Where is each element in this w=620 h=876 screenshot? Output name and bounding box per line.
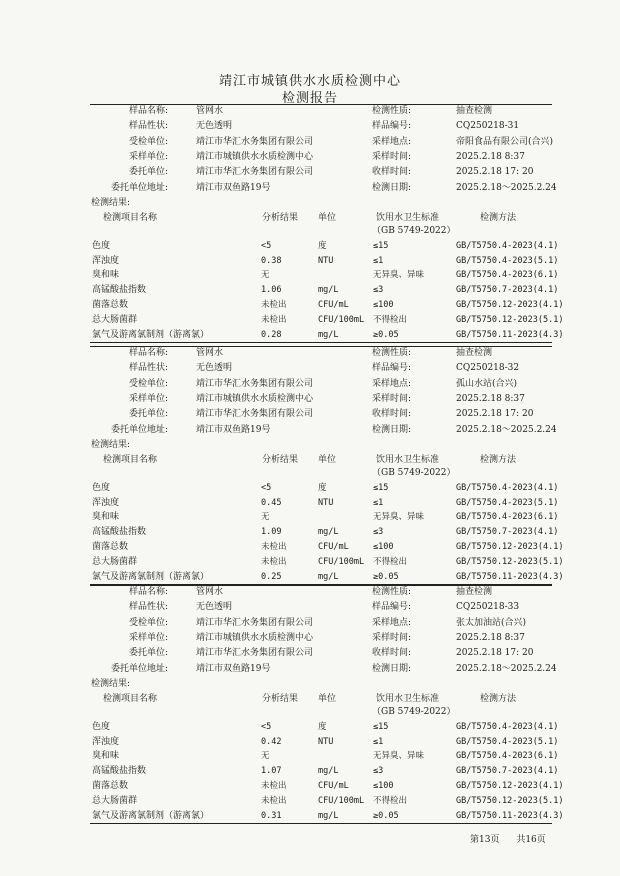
result-method: GB/T5750.12-2023(4.1) [456,542,564,552]
field-value-sampling-site: 张太加油站(合兴) [456,617,527,628]
field-value-receipt-time: 2025.2.18 17: 20 [456,409,534,420]
field-value-sample-name: 管网水 [196,348,224,358]
result-standard: 无异臭、异味 [373,751,425,762]
result-unit: CFU/100mL [318,556,365,567]
result-unit: 度 [318,482,327,493]
field-value-sampling-site: 帝阳食品有限公司(合兴) [456,136,554,147]
result-value: <5 [261,482,272,493]
field-label-inspected-unit: 受检单位: [128,136,168,147]
divider-line [90,342,552,343]
result-unit: 度 [318,721,327,732]
org-title: 靖江市城镇供水水质检测中心 [218,74,401,89]
field-label-inspected-unit: 受检单位: [128,617,168,628]
result-item: 菌落总数 [92,300,129,310]
col-header-item: 检测项目名称 [103,212,158,223]
field-value-client-address: 靖江市双鱼路19号 [196,182,271,193]
result-value: 未检出 [261,542,287,552]
result-unit: mg/L [318,571,339,582]
field-label-sample-name: 样品名称: [128,106,168,116]
result-standard: ≤15 [373,240,389,251]
field-value-inspected-unit: 靖江市华汇水务集团有限公司 [196,136,314,147]
col-header-standard: 饮用水卫生标准 [376,212,440,223]
result-method: GB/T5750.12-2023(4.1) [456,300,564,310]
field-value-client-unit: 靖江市华汇水务集团有限公司 [196,167,314,178]
result-unit: 度 [318,240,327,251]
field-label-receipt-time: 收样时间: [372,409,412,420]
divider-line [90,104,552,105]
field-value-sampling-unit: 靖江市城镇供水水质检测中心 [196,632,314,643]
result-method: GB/T5750.12-2023(5.1) [456,556,564,567]
result-unit: NTU [318,497,334,508]
col-header-result: 分析结果 [262,454,299,465]
result-value: 无 [261,270,270,281]
col-header-standard-sub: （GB 5749-2022） [372,225,456,236]
field-label-test-nature: 检测性质: [372,348,412,358]
field-value-sample-name: 管网水 [196,106,224,116]
col-header-unit: 单位 [318,212,337,223]
field-value-sampling-time: 2025.2.18 8:37 [456,632,525,643]
result-standard: 无异臭、异味 [373,270,425,281]
result-item: 浑浊度 [92,497,120,508]
result-standard: ≤1 [373,497,384,508]
field-value-sampling-time: 2025.2.18 8:37 [456,393,525,404]
result-standard: ≤1 [373,736,384,747]
result-item: 高锰酸盐指数 [92,285,147,296]
result-unit: NTU [318,255,334,266]
result-method: GB/T5750.4-2023(5.1) [456,497,559,508]
result-item: 臭和味 [92,751,120,762]
field-label-sampling-site: 采样地点: [372,617,412,628]
result-method: GB/T5750.11-2023(4.3) [456,810,564,821]
result-item: 色度 [92,721,111,732]
field-label-sampling-unit: 采样单位: [128,632,168,643]
field-label-client-unit: 委托单位: [128,409,168,420]
field-label-sampling-unit: 采样单位: [128,151,168,162]
field-value-client-address: 靖江市双鱼路19号 [196,424,271,435]
result-item: 色度 [92,240,111,251]
field-value-sampling-unit: 靖江市城镇供水水质检测中心 [196,393,314,404]
page-total: 共16页 [516,835,546,845]
field-label-client-address: 委托单位地址: [110,663,168,674]
result-standard: ≤3 [373,285,384,296]
field-label-client-unit: 委托单位: [128,167,168,178]
col-header-standard-sub: （GB 5749-2022） [372,467,456,478]
col-header-method: 检测方法 [480,212,517,223]
result-method: GB/T5750.4-2023(6.1) [456,751,559,762]
col-header-result: 分析结果 [262,212,299,223]
field-value-test-nature: 抽查检测 [456,348,493,358]
results-heading: 检测结果: [91,197,131,208]
result-method: GB/T5750.12-2023(5.1) [456,795,564,806]
field-value-receipt-time: 2025.2.18 17: 20 [456,167,534,178]
field-label-test-date: 检测日期: [372,424,412,435]
field-value-sample-character: 无色透明 [196,363,233,374]
col-header-item: 检测项目名称 [103,454,158,465]
col-header-item: 检测项目名称 [103,693,158,704]
field-label-sample-character: 样品性状: [128,121,168,132]
result-value: <5 [261,721,272,732]
result-value: 1.06 [261,285,282,296]
field-value-receipt-time: 2025.2.18 17: 20 [456,648,534,659]
field-value-sample-name: 管网水 [196,587,224,597]
result-standard: 无异臭、异味 [373,512,425,523]
result-value: 未检出 [261,314,287,325]
field-label-receipt-time: 收样时间: [372,648,412,659]
field-label-client-unit: 委托单位: [128,648,168,659]
result-value: 未检出 [261,300,287,310]
result-standard: ≤1 [373,255,384,266]
result-value: 0.31 [261,810,282,821]
results-heading: 检测结果: [91,678,131,689]
field-value-test-date: 2025.2.18～2025.2.24 [456,424,557,435]
result-unit: NTU [318,736,334,747]
field-label-sampling-time: 采样时间: [372,393,412,404]
col-header-standard-sub: （GB 5749-2022） [372,706,456,717]
result-method: GB/T5750.4-2023(5.1) [456,255,559,266]
result-method: GB/T5750.4-2023(4.1) [456,482,559,493]
result-value: 无 [261,512,270,523]
result-value: 0.28 [261,329,282,340]
result-item: 菌落总数 [92,542,129,552]
field-label-client-address: 委托单位地址: [110,182,168,193]
result-value: 未检出 [261,781,287,791]
field-value-sampling-unit: 靖江市城镇供水水质检测中心 [196,151,314,162]
field-label-test-nature: 检测性质: [372,587,412,597]
result-value: 0.42 [261,736,282,747]
divider-line [90,823,552,824]
page-number: 第13页 [470,835,500,845]
field-value-test-date: 2025.2.18～2025.2.24 [456,663,557,674]
result-value: 0.38 [261,255,282,266]
result-unit: mg/L [318,810,339,821]
field-value-test-nature: 抽查检测 [456,106,493,116]
result-item: 氯气及游离氯制剂（游离氯） [92,810,210,821]
field-label-test-nature: 检测性质: [372,106,412,116]
field-value-sampling-time: 2025.2.18 8:37 [456,151,525,162]
result-item: 浑浊度 [92,255,120,266]
result-item: 臭和味 [92,512,120,523]
field-label-sampling-time: 采样时间: [372,632,412,643]
result-item: 色度 [92,482,111,493]
field-label-sampling-site: 采样地点: [372,136,412,147]
result-standard: ≥0.05 [373,810,399,821]
field-value-sampling-site: 孤山水站(合兴) [456,378,518,389]
result-standard: 不得检出 [373,314,408,325]
result-standard: ≤3 [373,527,384,538]
page-footer [470,832,560,845]
result-method: GB/T5750.12-2023(5.1) [456,314,564,325]
field-label-sample-no: 样品编号: [372,121,412,132]
result-item: 氯气及游离氯制剂（游离氯） [92,571,210,582]
result-value: <5 [261,240,272,251]
result-method: GB/T5750.7-2023(4.1) [456,285,559,296]
field-value-sample-no: CQ250218-33 [456,602,520,613]
result-standard: ≤15 [373,482,389,493]
result-method: GB/T5750.4-2023(4.1) [456,240,559,251]
field-label-sample-no: 样品编号: [372,602,412,613]
result-method: GB/T5750.11-2023(4.3) [456,329,564,340]
result-unit: CFU/mL [318,781,349,791]
field-label-sample-no: 样品编号: [372,363,412,374]
field-label-sample-name: 样品名称: [128,348,168,358]
result-item: 高锰酸盐指数 [92,766,147,777]
result-item: 总大肠菌群 [92,795,138,806]
col-header-unit: 单位 [318,454,337,465]
field-label-sample-character: 样品性状: [128,602,168,613]
result-item: 浑浊度 [92,736,120,747]
field-label-sampling-unit: 采样单位: [128,393,168,404]
result-unit: CFU/100mL [318,795,365,806]
result-unit: CFU/mL [318,300,349,310]
result-standard: ≤100 [373,781,394,791]
result-standard: ≤3 [373,766,384,777]
field-value-test-date: 2025.2.18～2025.2.24 [456,182,557,193]
result-method: GB/T5750.4-2023(6.1) [456,270,559,281]
col-header-result: 分析结果 [262,693,299,704]
result-method: GB/T5750.4-2023(4.1) [456,721,559,732]
result-value: 0.25 [261,571,282,582]
field-value-client-unit: 靖江市华汇水务集团有限公司 [196,648,314,659]
result-method: GB/T5750.11-2023(4.3) [456,571,564,582]
result-item: 臭和味 [92,270,120,281]
field-value-sample-character: 无色透明 [196,121,233,132]
result-item: 氯气及游离氯制剂（游离氯） [92,329,210,340]
result-value: 1.09 [261,527,282,538]
result-item: 菌落总数 [92,781,129,791]
field-label-sampling-time: 采样时间: [372,151,412,162]
report-title: 检测报告 [281,91,338,106]
field-label-test-date: 检测日期: [372,663,412,674]
field-label-receipt-time: 收样时间: [372,167,412,178]
result-item: 高锰酸盐指数 [92,527,147,538]
field-value-inspected-unit: 靖江市华汇水务集团有限公司 [196,617,314,628]
result-unit: CFU/mL [318,542,349,552]
result-unit: mg/L [318,285,339,296]
result-unit: mg/L [318,329,339,340]
field-value-sample-no: CQ250218-31 [456,121,520,132]
result-item: 总大肠菌群 [92,314,138,325]
field-value-client-unit: 靖江市华汇水务集团有限公司 [196,409,314,420]
result-standard: ≤15 [373,721,389,732]
result-method: GB/T5750.7-2023(4.1) [456,527,559,538]
field-value-client-address: 靖江市双鱼路19号 [196,663,271,674]
col-header-method: 检测方法 [480,693,517,704]
col-header-standard: 饮用水卫生标准 [376,693,440,704]
field-value-test-nature: 抽查检测 [456,587,493,597]
result-standard: 不得检出 [373,556,408,567]
field-value-sample-no: CQ250218-32 [456,363,520,374]
field-label-sample-name: 样品名称: [128,587,168,597]
result-standard: ≥0.05 [373,329,399,340]
result-value: 无 [261,751,270,762]
results-heading: 检测结果: [91,439,131,450]
divider-line [90,585,552,586]
result-unit: mg/L [318,527,339,538]
result-standard: ≥0.05 [373,571,399,582]
field-label-inspected-unit: 受检单位: [128,378,168,389]
field-label-sampling-site: 采样地点: [372,378,412,389]
result-value: 未检出 [261,795,287,806]
result-item: 总大肠菌群 [92,556,138,567]
field-label-client-address: 委托单位地址: [110,424,168,435]
field-value-inspected-unit: 靖江市华汇水务集团有限公司 [196,378,314,389]
result-method: GB/T5750.12-2023(4.1) [456,781,564,791]
col-header-standard: 饮用水卫生标准 [376,454,440,465]
result-value: 0.45 [261,497,282,508]
result-value: 1.07 [261,766,282,777]
result-method: GB/T5750.4-2023(5.1) [456,736,559,747]
col-header-method: 检测方法 [480,454,517,465]
result-standard: ≤100 [373,542,394,552]
result-standard: 不得检出 [373,795,408,806]
result-unit: mg/L [318,766,339,777]
field-label-sample-character: 样品性状: [128,363,168,374]
field-label-test-date: 检测日期: [372,182,412,193]
divider-line [90,346,552,347]
result-unit: CFU/100mL [318,314,365,325]
col-header-unit: 单位 [318,693,337,704]
result-standard: ≤100 [373,300,394,310]
result-method: GB/T5750.4-2023(6.1) [456,512,559,523]
result-method: GB/T5750.7-2023(4.1) [456,766,559,777]
result-value: 未检出 [261,556,287,567]
field-value-sample-character: 无色透明 [196,602,233,613]
